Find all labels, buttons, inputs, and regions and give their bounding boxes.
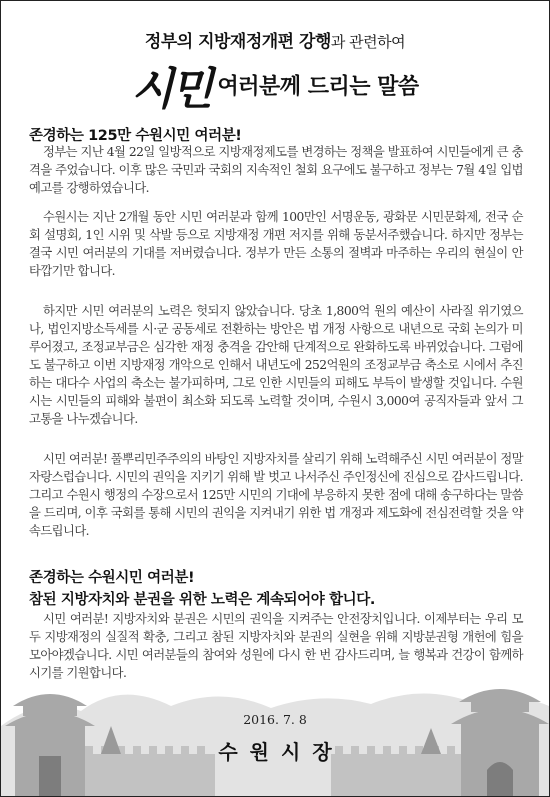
greeting-heading-1: 존경하는 125만 수원시민 여러분! [29,128,242,144]
signer-name: 수원시장 [218,740,344,764]
greeting-heading-2: 존경하는 수원시민 여러분! [29,570,195,586]
body-paragraph-4: 시민 여러분! 풀뿌리민주주의의 바탕인 지방자치를 살리기 위해 노력해주신 시민 여러분이 정말 자랑스럽습니다. 시민의 권익을 지키기 위해 발 벗고 나서주신 주인정신에 진심으로 감사드립니다. 그리고 수원시 행정의 수장으로서 125만 시민의 기대에 부응하지 못한 점에 대해 송구하다는 말씀을 드리며, 이후 국회를 통해 시민의 권익을 지켜내기 위한 법 개정과 제도화에 전심전력할 것을 약속드립니다. [29,452,523,538]
headline-line-1 [1,27,549,52]
body-paragraph-3: 하지만 시민 여러분의 노력은 헛되지 않았습니다. 당초 1,800억 원의 예산이 사라질 위기였으나, 법인지방소득세를 시·군 공동세로 전환하는 방안은 법 개정 사항으로 내년으로 국회 논의가 미루어졌고, 조정교부금은 심각한 재정 충격을 감안해 단계적으로 완화하도록 바뀌었습니다. 그럼에도 불구하고 이번 지방재정 개악으로 인해서 내년도에 252억원의 조정교부금 축소로 시에서 추진하는 대다수 사업의 축소는 불가피하며, 그로 인한 시민들의 피해도 부득이 발생할 것입니다. 수원시는 시민들의 피해와 불편이 최소화 되도록 노력할 것이며, 수원시 3,000여 공직자들과 앞서 그 고통을 나누겠습니다. [29,304,523,426]
headline-line-2 [1,53,549,117]
body-paragraph-1: 정부는 지난 4월 22일 일방적으로 지방재정제도를 변경하는 정책을 발표하여 시민들에게 큰 충격을 주었습니다. 이후 많은 국민과 국회의 지속적인 철회 요구에도 불구하고 정부는 7월 4일 입법예고를 강행하였습니다. [29,145,523,195]
statement-date: 2016. 7. 8 [243,712,307,727]
headline-citizen-calligraphy: 시민 [131,64,211,115]
body-paragraph-2: 수원시는 지난 2개월 동안 시민 여러분과 함께 100만인 서명운동, 광화문 시민문화제, 전국 순회 설명회, 1인 시위 및 삭발 등으로 지방재정 개편 저지를 위해 동분서주했습니다. 하지만 정부는 결국 시민 여러분의 기대를 저버렸습니다. 정부가 만든 소통의 절벽과 마주하는 우리의 현실이 안타깝기만 합니다. [29,210,523,278]
body-paragraph-5: 시민 여러분! 지방자치와 분권은 시민의 권익을 지켜주는 안전장치입니다. 이제부터는 우리 모두 지방재정의 실질적 확충, 그리고 참된 지방자치와 분권의 실현을 위해 지방분권형 개헌에 힘을 모아야겠습니다. 시민 여러분들의 참여와 성원에 다시 한 번 감사드리며, 늘 행복과 건강이 함께하시기를 기원합니다. [29,612,523,680]
headline-bold-text: 정부의 지방재정개편 강행 [144,32,331,52]
headline-message-title: 여러분께 드리는 말씀 [210,74,419,100]
headline-suffix-text: 과 관련하여 [330,33,406,51]
section-slogan: 참된 지방자치와 분권을 위한 노력은 계속되어야 합니다. [29,592,375,608]
